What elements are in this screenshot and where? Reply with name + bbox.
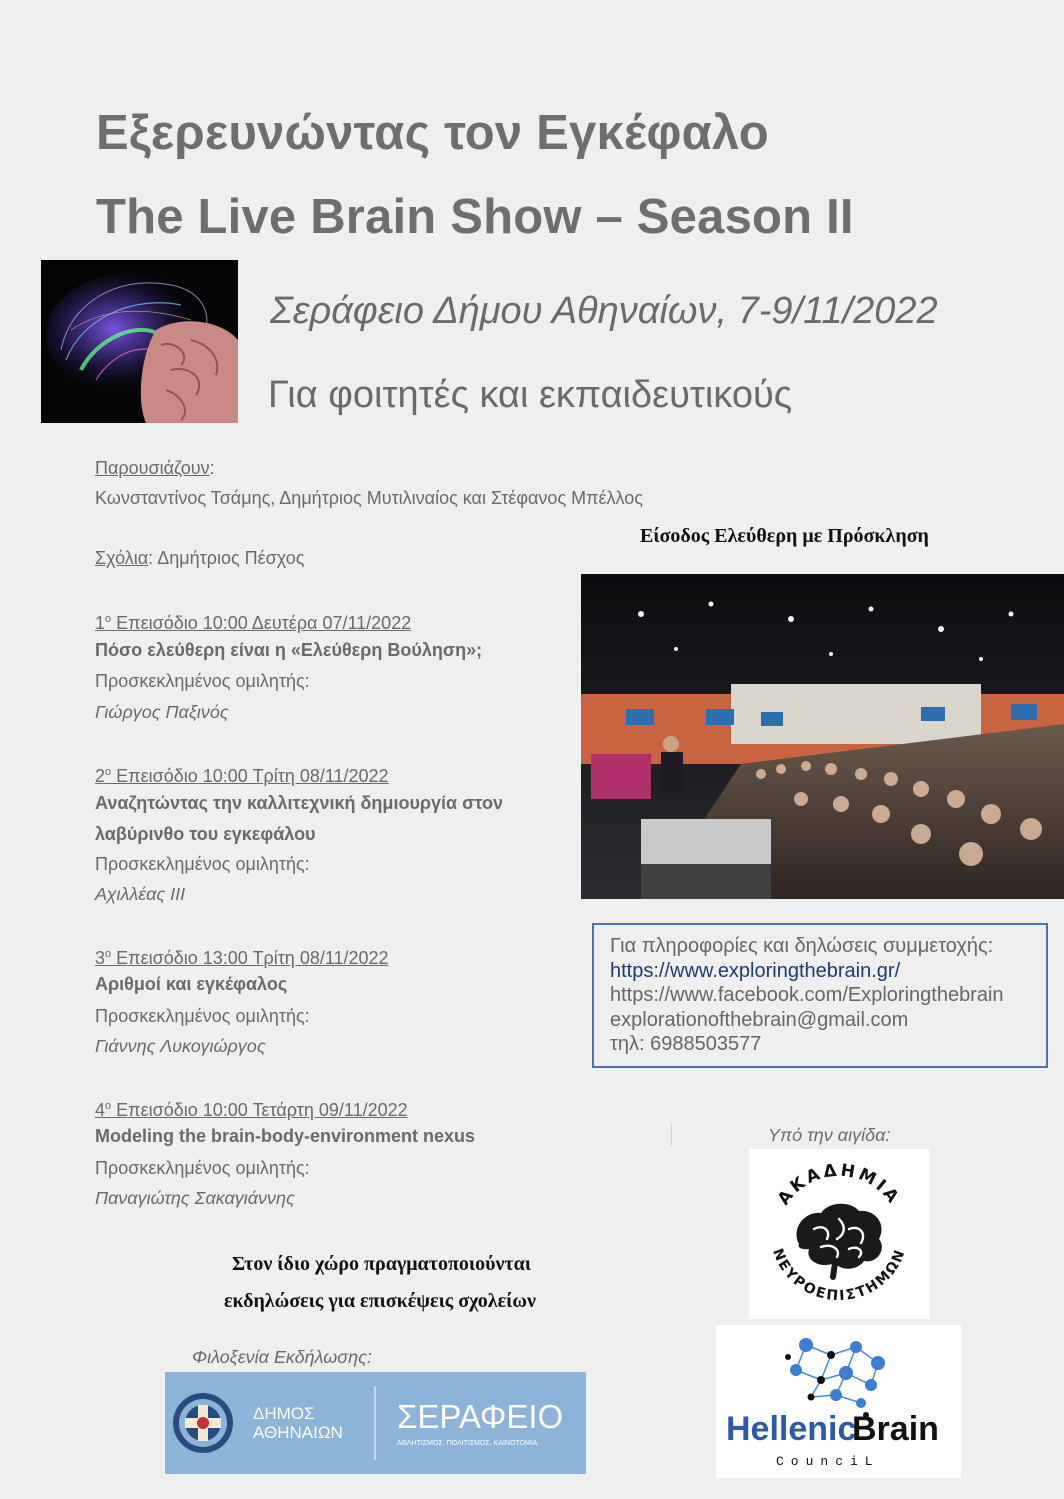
svg-text:ΑΘΛΗΤΙΣΜΟΣ, ΠΟΛΙΤΙΣΜΟΣ, ΚΑΙΝΟΤ: ΑΘΛΗΤΙΣΜΟΣ, ΠΟΛΙΤΙΣΜΟΣ, ΚΑΙΝΟΤΟΜΙΑ bbox=[397, 1440, 538, 1447]
svg-text:CounciL: CounciL bbox=[776, 1454, 880, 1469]
website-link[interactable]: https://www.exploringthebrain.gr/ bbox=[610, 959, 901, 982]
svg-text:ΝΕΥΡΟΕΠΙΣΤΗΜΩΝ: ΝΕΥΡΟΕΠΙΣΤΗΜΩΝ bbox=[769, 1246, 909, 1305]
brain-icon bbox=[797, 1204, 882, 1277]
episode-4-speaker: Παναγιώτης Σακαγιάννης bbox=[95, 1188, 295, 1208]
event-hall-photo bbox=[581, 574, 1064, 899]
presenters-label-line: Παρουσιάζουν: bbox=[95, 458, 215, 478]
episode-2-speaker: Αχιλλέας ΙΙΙ bbox=[95, 884, 186, 904]
facebook-link[interactable]: https://www.facebook.com/Exploringthebrain bbox=[610, 984, 1004, 1006]
title-english: The Live Brain Show – Season II bbox=[96, 190, 854, 244]
email-address[interactable]: explorationofthebrain@gmail.com bbox=[610, 1008, 909, 1031]
svg-text:ΑΚΑΔΗΜΙΑ: ΑΚΑΔΗΜΙΑ bbox=[773, 1160, 905, 1210]
venue-date: Σεράφειο Δήμου Αθηναίων, 7-9/11/2022 bbox=[270, 290, 938, 332]
episode-1-speaker: Γιώργος Παξινός bbox=[95, 702, 229, 722]
svg-text:ΔΗΜΟΣ: ΔΗΜΟΣ bbox=[253, 1404, 315, 1423]
svg-text:Brain: Brain bbox=[852, 1410, 939, 1448]
svg-text:Hellenic: Hellenic bbox=[726, 1410, 857, 1448]
presenters-label: Παρουσιάζουν bbox=[95, 458, 210, 478]
under-auspices-label: Υπό την αιγίδα: bbox=[768, 1125, 891, 1145]
episode-4-title: Modeling the brain-body-environment nexus bbox=[95, 1126, 476, 1146]
svg-text:ΑΘΗΝΑΙΩΝ: ΑΘΗΝΑΙΩΝ bbox=[253, 1423, 343, 1442]
academy-neurosciences-logo bbox=[749, 1149, 929, 1319]
episode-2-title-1: Αναζητώντας την καλλιτεχνική δημιουργία στον bbox=[95, 793, 503, 813]
athens-serafeio-logo bbox=[165, 1372, 586, 1474]
comments-name: Δημήτριος Πέσχος bbox=[157, 548, 305, 568]
episode-1-speaker-label: Προσκεκλημένος ομιλητής: bbox=[95, 671, 310, 691]
info-heading: Για πληροφορίες και δηλώσεις συμμετοχής: bbox=[610, 935, 994, 957]
audience: Για φοιτητές και εκπαιδευτικούς bbox=[268, 374, 793, 416]
schools-note-line1: Στον ίδιο χώρο πραγματοποιούνται bbox=[232, 1253, 531, 1275]
episode-3-speaker: Γιάννης Λυκογιώργος bbox=[95, 1036, 266, 1056]
presenters-names: Κωνσταντίνος Τσάμης, Δημήτριος Μυτιλιναίος και Στέφανος Μπέλλος bbox=[95, 488, 643, 508]
episode-3-title: Αριθμοί και εγκέφαλος bbox=[95, 974, 288, 994]
episode-1-when: $1^o$ Επεισόδιο 10:00 Δευτέρα 07/11/2022 bbox=[95, 613, 412, 633]
episode-3-speaker-label: Προσκεκλημένος ομιλητής: bbox=[95, 1006, 310, 1026]
episode-1-title: Πόσο ελεύθερη είναι η «Ελεύθερη Βούληση»; bbox=[95, 640, 483, 660]
schools-note-line2: εκδηλώσεις για επισκέψεις σχολείων bbox=[224, 1290, 536, 1312]
hellenic-brain-council-logo bbox=[716, 1325, 961, 1478]
episode-2-speaker-label: Προσκεκλημένος ομιλητής: bbox=[95, 854, 310, 874]
episode-2-title-2: λαβύρινθο του εγκεφάλου bbox=[95, 824, 316, 844]
brain-image bbox=[41, 260, 238, 423]
episode-3-when: $3^o$ Επεισόδιο 13:00 Τρίτη 08/11/2022 bbox=[95, 948, 389, 968]
hosting-label: Φιλοξενία Εκδήλωσης: bbox=[192, 1347, 372, 1367]
free-entry: Είσοδος Ελεύθερη με Πρόσκληση bbox=[640, 525, 929, 547]
phone-number: τηλ: 6988503577 bbox=[610, 1033, 762, 1055]
network-brain-icon bbox=[785, 1338, 885, 1418]
episode-4-speaker-label: Προσκεκλημένος ομιλητής: bbox=[95, 1158, 310, 1178]
comments-label: Σχόλια bbox=[95, 548, 149, 568]
svg-text:ΣΕΡΑΦΕΙΟ: ΣΕΡΑΦΕΙΟ bbox=[397, 1398, 564, 1435]
divider bbox=[671, 1124, 672, 1146]
comments-line: Σχόλια: Δημήτριος Πέσχος bbox=[95, 548, 305, 568]
episode-4-when: $4^o$ Επεισόδιο 10:00 Τετάρτη 09/11/2022 bbox=[95, 1100, 408, 1120]
episode-2-when: $2^o$ Επεισόδιο 10:00 Τρίτη 08/11/2022 bbox=[95, 766, 389, 786]
athens-emblem-icon bbox=[173, 1393, 233, 1453]
info-box bbox=[592, 923, 1048, 1068]
title-greek: Εξερευνώντας τον Εγκέφαλο bbox=[96, 106, 769, 160]
